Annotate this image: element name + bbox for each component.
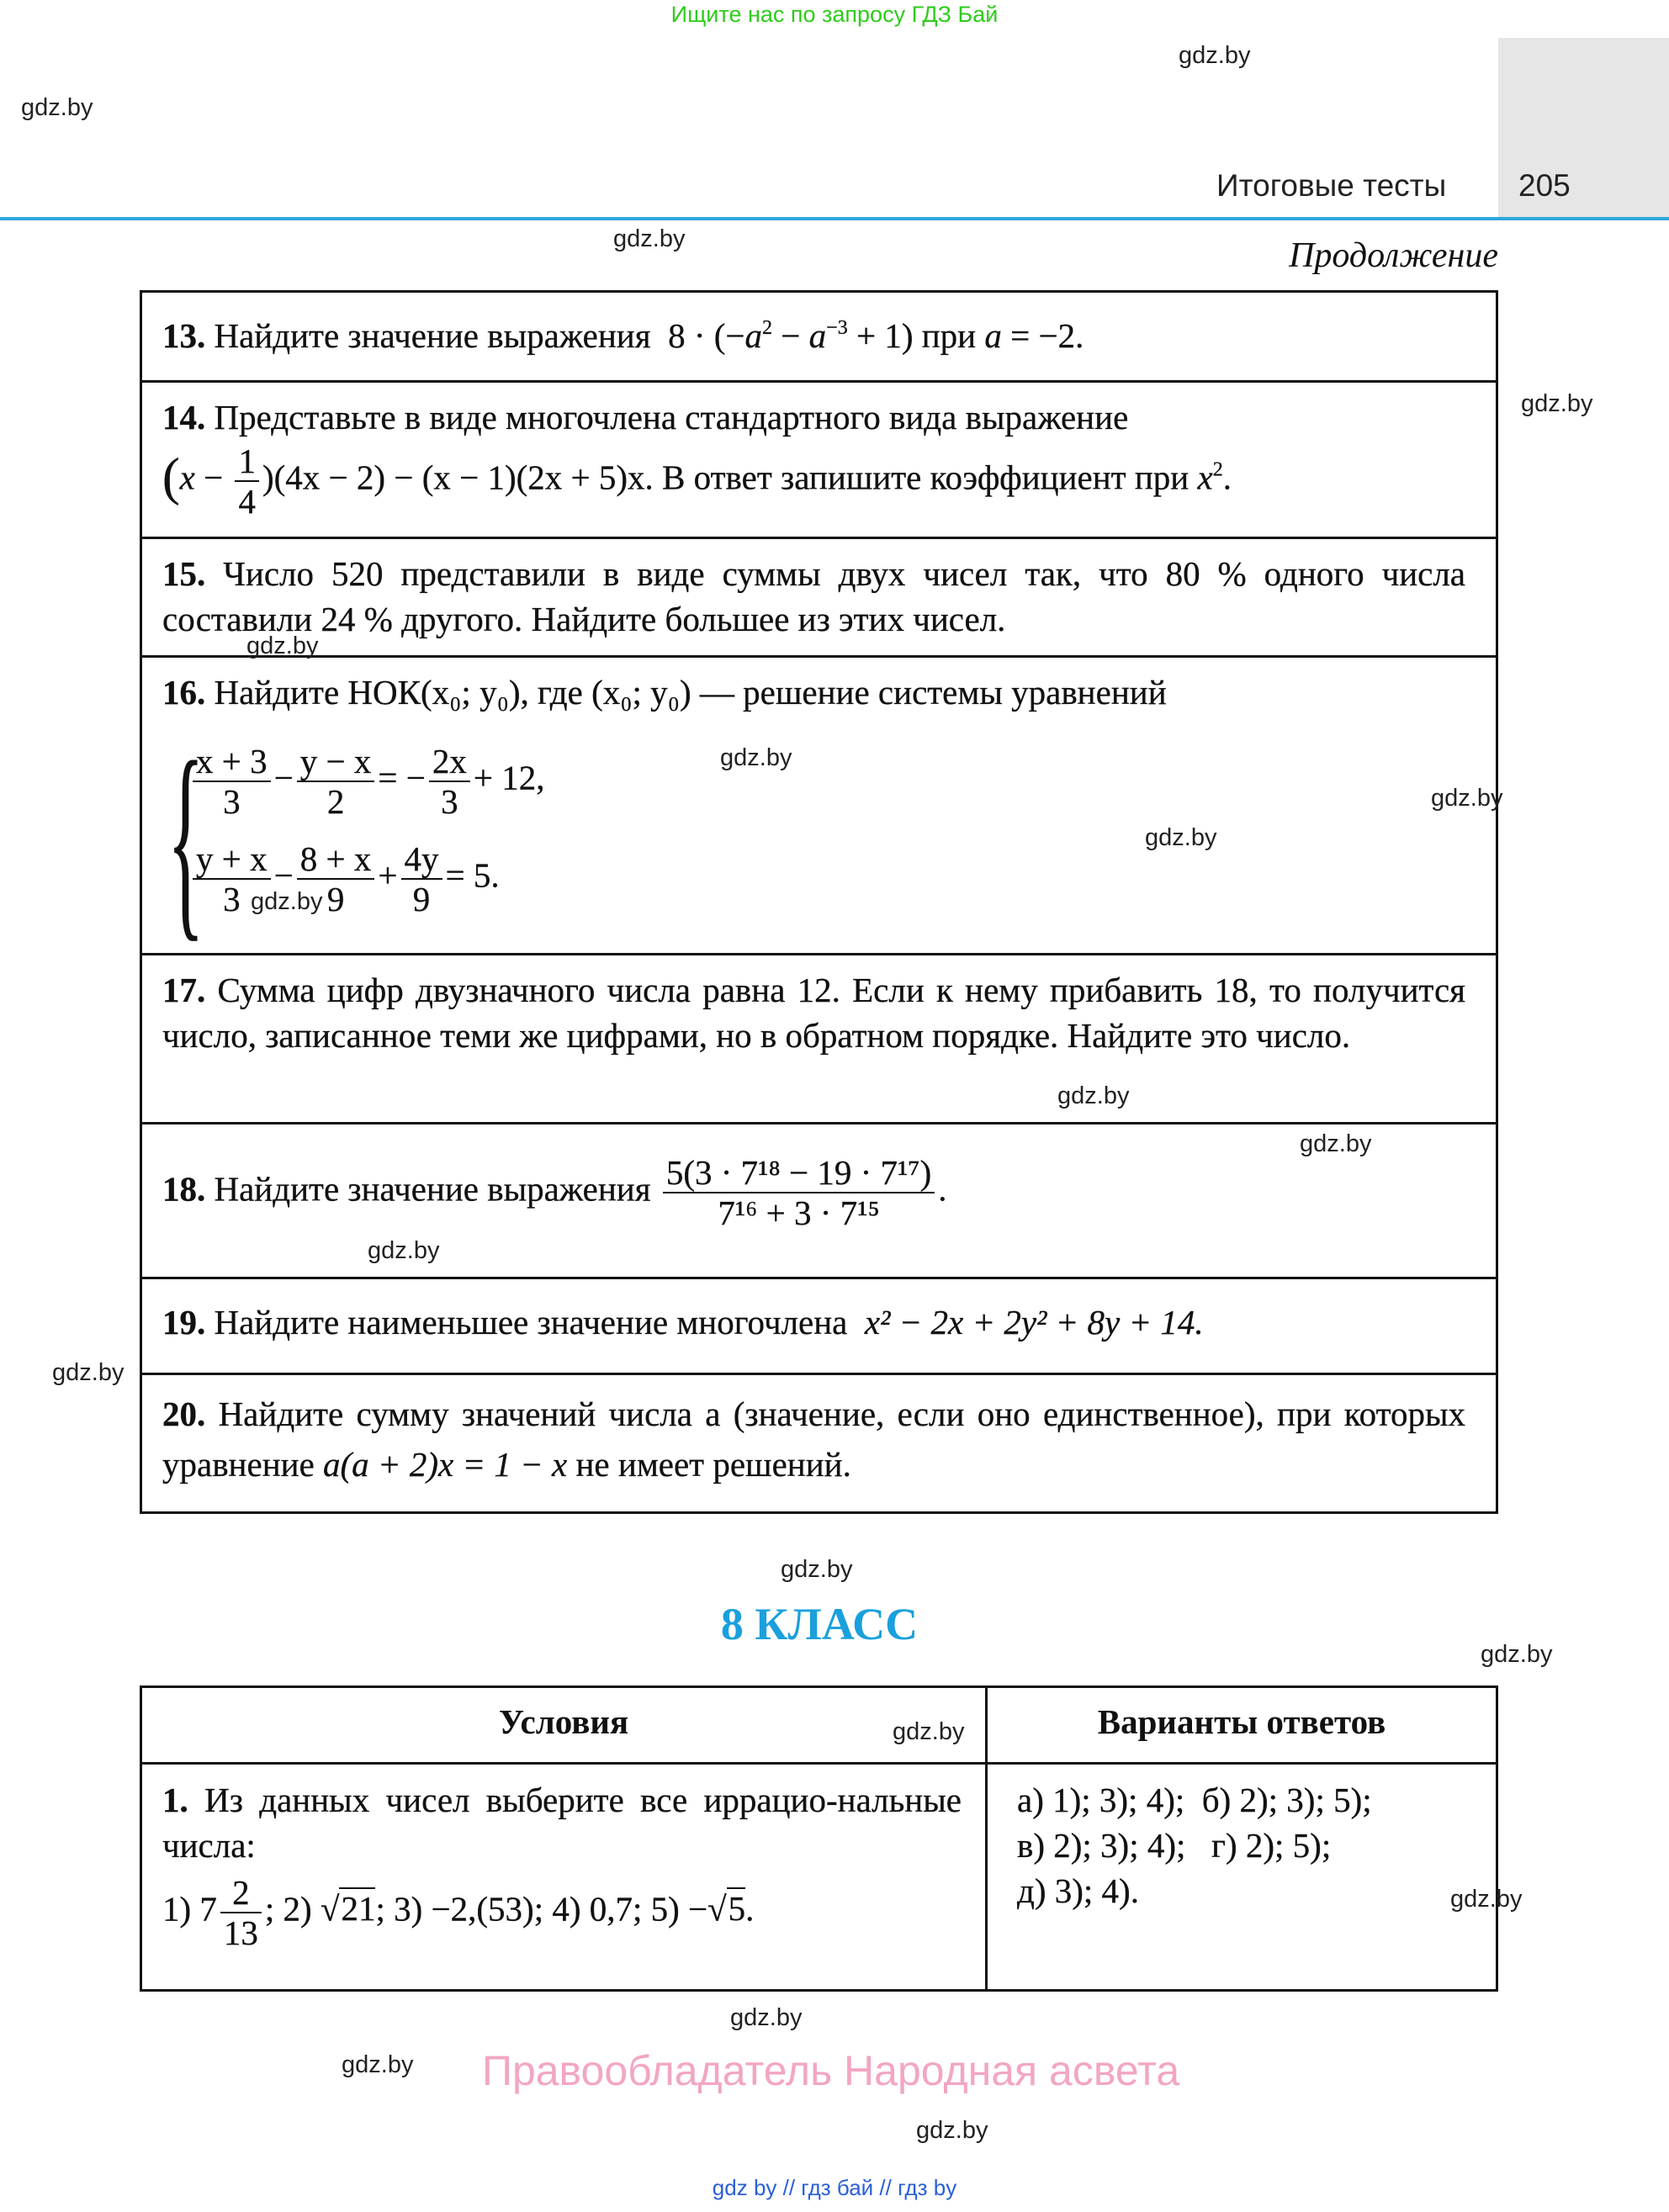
numerator: x + 3 bbox=[193, 742, 271, 782]
denominator: 3 bbox=[223, 782, 241, 821]
footer-links[interactable]: gdz by // гдз бай // гдз by bbox=[712, 2175, 957, 2200]
task-17 bbox=[142, 955, 1496, 1125]
fraction bbox=[401, 839, 442, 918]
watermark: gdz.by bbox=[893, 1718, 965, 1745]
column-divider bbox=[985, 1688, 988, 1989]
formula: a(a + 2)x = 1 − x bbox=[323, 1445, 568, 1484]
formula: . bbox=[1222, 458, 1232, 497]
formula: 8 · (− bbox=[668, 316, 745, 355]
numerator: 8 + x bbox=[297, 839, 375, 880]
watermark: gdz.by bbox=[1145, 824, 1217, 851]
task-number: 1. bbox=[162, 1781, 188, 1819]
fraction bbox=[220, 1873, 262, 1952]
task-14: 14. Представьте в виде многочлена стандартного вида выражение (x − $\frac{1}{4}$ )(4x − 2) − (x − 1)(2x + 5)x. В ответ запишите коэффициент при $x^2$. bbox=[142, 383, 1496, 539]
watermark: gdz.by bbox=[1481, 1641, 1553, 1668]
task-text: Найдите сумму значений числа a (значение, если оно единственное), при которых уравнение bbox=[162, 1394, 1466, 1484]
watermark: gdz.by bbox=[368, 1237, 440, 1264]
watermark: gdz.by bbox=[916, 2117, 988, 2144]
formula: − bbox=[772, 316, 809, 355]
watermark: gdz.by bbox=[1057, 1082, 1130, 1109]
system-brace: { bbox=[167, 717, 204, 960]
numerator: 5(3 · 7¹⁸ − 19 · 7¹⁷) bbox=[663, 1153, 935, 1193]
column-header-answers: Варианты ответов bbox=[1097, 1702, 1386, 1741]
watermark: gdz.by bbox=[720, 744, 792, 771]
search-banner[interactable]: Ищите нас по запросу ГДЗ Бай bbox=[670, 2, 999, 27]
task-text: Найдите НОК(x₀; y₀), где (x₀; y₀) — решение системы уравнений bbox=[214, 673, 1167, 712]
continuation-label: Продолжение bbox=[1289, 236, 1498, 275]
formula: )(4x − 2) − (x − 1)(2x + 5)x. bbox=[262, 458, 654, 497]
task-text: Найдите значение выражения bbox=[214, 316, 651, 355]
task-number: 18. bbox=[162, 1169, 206, 1209]
fraction bbox=[429, 742, 470, 821]
denominator: 13 bbox=[223, 1913, 258, 1952]
task-text: Число 520 представили в виде суммы двух чисел так, что 80 % одного числа составили 24 % другого. Найдите большее из этих чисел. bbox=[162, 554, 1465, 638]
operator: − bbox=[273, 758, 294, 797]
watermark: gdz.by bbox=[781, 1556, 853, 1583]
header-divider bbox=[142, 1762, 1496, 1765]
section-title: 8 КЛАСС bbox=[720, 1599, 919, 1649]
var: x bbox=[179, 458, 195, 497]
option: 1) 7 bbox=[162, 1889, 217, 1929]
formula: при bbox=[913, 316, 985, 355]
operator: = − bbox=[378, 758, 426, 797]
denominator: 3 bbox=[223, 880, 241, 918]
denominator: 9 bbox=[412, 880, 431, 918]
fraction bbox=[193, 742, 271, 821]
var: a bbox=[744, 316, 763, 355]
denominator: 4 bbox=[238, 482, 256, 521]
exponent: 2 bbox=[1212, 458, 1223, 481]
equation-1 bbox=[189, 742, 545, 821]
task-number: 17. bbox=[162, 971, 206, 1009]
grade8-table bbox=[140, 1685, 1498, 1992]
task-13 bbox=[142, 293, 1496, 383]
formula: x² − 2x + 2y² + 8y + 14. bbox=[864, 1303, 1204, 1341]
var: a bbox=[808, 316, 827, 355]
watermark: gdz.by bbox=[246, 632, 319, 659]
answer-v[interactable]: в) 2); 3); 4); bbox=[1017, 1826, 1186, 1865]
radicand: 21 bbox=[341, 1889, 376, 1929]
watermark: gdz.by bbox=[1450, 1886, 1523, 1913]
question-1: 1. Из данных чисел выберите все иррацио-нальные числа: 1) 7 $\frac{2}{13}$ ; 2) √21; 3) −2,(53); 4) 0,7; 5) −√5. bbox=[162, 1781, 962, 1952]
numerator: y − x bbox=[297, 742, 375, 782]
task-number: 13. bbox=[162, 316, 206, 355]
running-title: Итоговые тесты bbox=[1216, 168, 1447, 203]
task-text: не имеет решений. bbox=[575, 1445, 851, 1484]
watermark: gdz.by bbox=[52, 1359, 125, 1386]
watermark: gdz.by bbox=[1431, 785, 1503, 812]
watermark: gdz.by bbox=[21, 94, 93, 121]
fraction bbox=[235, 442, 259, 521]
task-number: 19. bbox=[162, 1303, 206, 1341]
header-divider bbox=[0, 217, 1669, 220]
answer-a[interactable]: а) 1); 3); 4); bbox=[1017, 1781, 1185, 1819]
task-text: Найдите значение выражения bbox=[214, 1169, 651, 1209]
task-number: 16. bbox=[162, 673, 206, 712]
task-text: В ответ запишите коэффициент при bbox=[653, 458, 1198, 497]
task-text: Представьте в виде многочлена стандартного вида выражение bbox=[214, 398, 1129, 437]
denominator: 9 bbox=[326, 880, 345, 918]
numerator: y + x bbox=[193, 839, 271, 880]
var: a bbox=[984, 316, 1002, 355]
task-20 bbox=[142, 1375, 1496, 1513]
denominator: 3 bbox=[441, 782, 458, 821]
task-number: 14. bbox=[162, 398, 206, 437]
task-18 bbox=[142, 1125, 1496, 1279]
option: ; 2) bbox=[264, 1889, 321, 1929]
operator: + bbox=[378, 855, 398, 895]
option: . bbox=[745, 1889, 755, 1929]
page-number: 205 bbox=[1518, 168, 1571, 203]
operator: = 5. bbox=[445, 855, 500, 895]
task-text: Из данных чисел выберите все иррацио-нальные числа: bbox=[162, 1781, 962, 1865]
watermark: gdz.by bbox=[251, 888, 323, 915]
exponent: −3 bbox=[826, 317, 848, 339]
numerator: 1 bbox=[235, 442, 259, 482]
equation-2 bbox=[189, 839, 500, 918]
answer-b[interactable]: б) 2); 3); 5); bbox=[1201, 1781, 1372, 1819]
var: x bbox=[1197, 458, 1213, 497]
numerator: 2x bbox=[429, 742, 470, 782]
denominator: 7¹⁶ + 3 · 7¹⁵ bbox=[718, 1193, 880, 1232]
task-number: 20. bbox=[162, 1394, 206, 1433]
radicand: 5 bbox=[728, 1889, 746, 1929]
denominator: 2 bbox=[326, 782, 345, 821]
fraction bbox=[663, 1153, 935, 1232]
watermark: gdz.by bbox=[1300, 1130, 1372, 1157]
task-15 bbox=[142, 539, 1496, 658]
operator: + 12, bbox=[473, 758, 545, 797]
formula: = −2. bbox=[1001, 316, 1084, 355]
operator: − bbox=[273, 855, 294, 895]
task-text: Найдите наименьшее значение многочлена bbox=[214, 1303, 848, 1341]
exponent: 2 bbox=[762, 317, 773, 339]
tasks-table bbox=[140, 290, 1498, 1514]
task-number: 15. bbox=[162, 554, 206, 593]
watermark: gdz.by bbox=[342, 2051, 414, 2078]
fraction bbox=[297, 742, 375, 821]
numerator: 4y bbox=[401, 839, 442, 880]
answer-options bbox=[1017, 1777, 1488, 1913]
task-19 bbox=[142, 1279, 1496, 1375]
watermark: gdz.by bbox=[613, 225, 686, 252]
watermark: gdz.by bbox=[1521, 390, 1593, 417]
answer-d[interactable]: д) 3); 4). bbox=[1017, 1871, 1139, 1910]
task-16 bbox=[142, 658, 1496, 960]
answer-g[interactable]: г) 2); 5); bbox=[1211, 1826, 1332, 1865]
copyright-notice: Правообладатель Народная асвета bbox=[482, 2047, 1180, 2094]
option: ; 3) −2,(53); 4) 0,7; 5) − bbox=[375, 1889, 708, 1929]
numerator: 2 bbox=[220, 1873, 262, 1913]
formula: . bbox=[938, 1169, 947, 1209]
watermark: gdz.by bbox=[730, 2004, 803, 2031]
task-text: Сумма цифр двузначного числа равна 12. Если к нему прибавить 18, то получится число, записанное теми же цифрами, но в обратном порядке. Найдите это число. bbox=[162, 971, 1465, 1055]
watermark: gdz.by bbox=[1179, 42, 1251, 69]
formula: − bbox=[194, 458, 232, 497]
column-header-conditions: Условия bbox=[498, 1702, 629, 1741]
formula: + 1) bbox=[847, 316, 914, 355]
